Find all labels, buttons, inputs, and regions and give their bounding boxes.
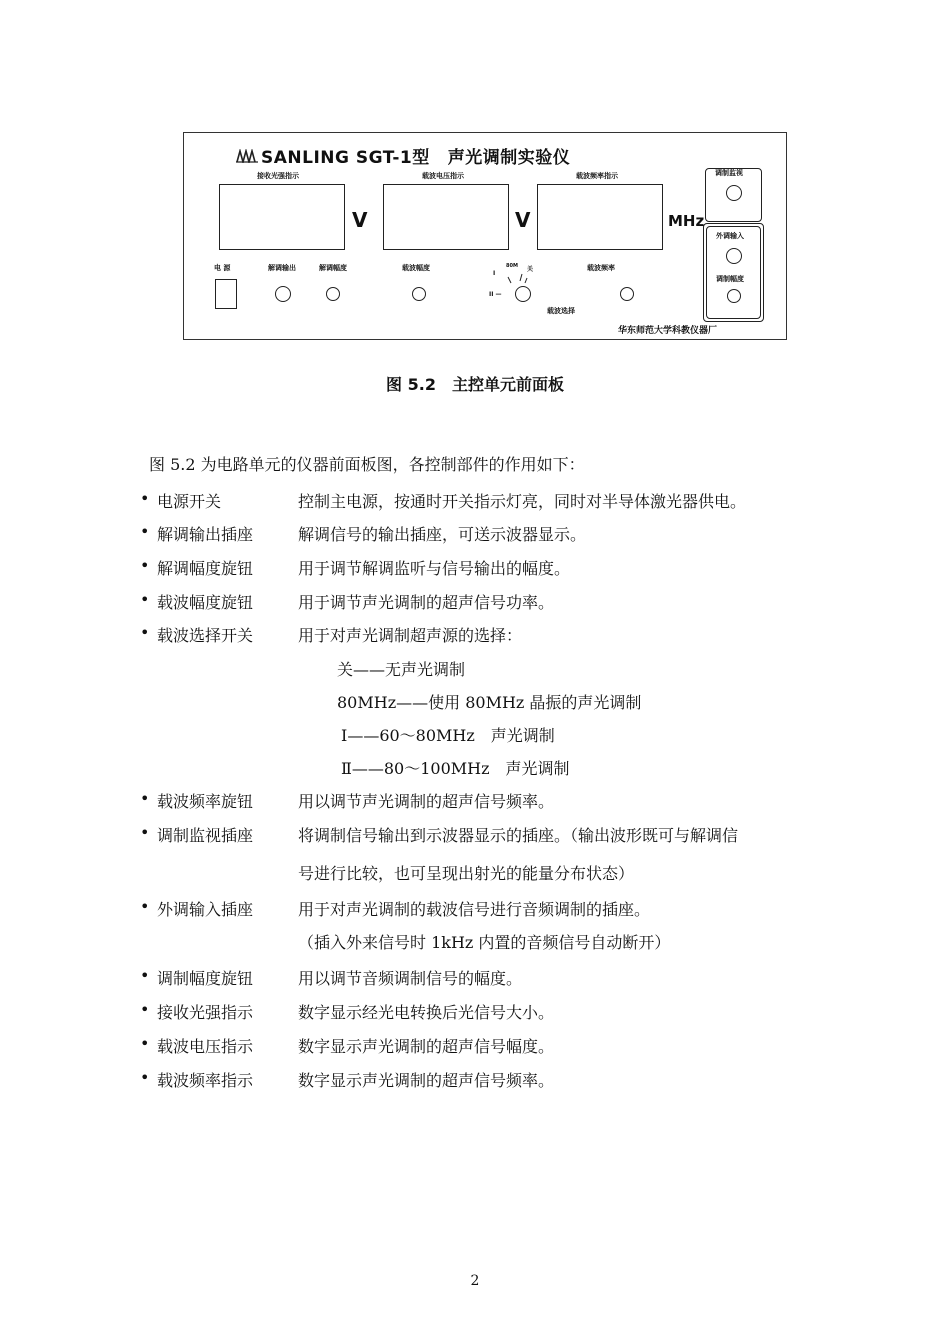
external-input-box [706, 226, 761, 319]
panel-brand: SANLING SGT-1型 声光调制实验仪 [261, 148, 571, 168]
monitor-desc-continued: 号进行比较，也可呈现出射光的能量分布状态） [298, 864, 635, 883]
modulation-amplitude-knob[interactable] [727, 289, 741, 303]
item-desc: 数字显示声光调制的超声信号频率。 [298, 1071, 555, 1090]
display-label-voltage: 载波电压指示 [422, 172, 464, 180]
item-desc: 用以调节声光调制的超声信号频率。 [298, 792, 555, 811]
power-label: 电 源 [214, 264, 231, 272]
bullet: • [140, 590, 150, 609]
carrier-frequency-knob[interactable] [620, 287, 634, 301]
switch-position-ticks-icon [498, 269, 538, 289]
switch-option-i: Ⅰ——60～80MHz 声光调制 [341, 726, 555, 745]
carrier-amp-label: 载波幅度 [402, 264, 430, 272]
demod-amplitude-knob[interactable] [326, 287, 340, 301]
switch-option-ii: Ⅱ——80～100MHz 声光调制 [341, 759, 570, 778]
item-desc: 用于调节声光调制的超声信号功率。 [298, 593, 555, 612]
item-term: 载波电压指示 [157, 1037, 254, 1056]
front-panel-figure [183, 132, 787, 340]
display-label-frequency: 载波频率指示 [576, 172, 618, 180]
bullet: • [140, 897, 150, 916]
demod-output-socket[interactable] [275, 286, 291, 302]
bullet: • [140, 623, 150, 642]
bullet: • [140, 789, 150, 808]
item-desc: 控制主电源，按通时开关指示灯亮，同时对半导体激光器供电。 [298, 492, 747, 511]
bullet: • [140, 823, 150, 842]
item-term: 载波幅度旋钮 [157, 593, 254, 612]
monitor-label: 调制监视 [715, 169, 743, 177]
item-desc: 用于对声光调制的载波信号进行音频调制的插座。 [298, 900, 651, 919]
item-desc: 用于对声光调制超声源的选择： [298, 626, 523, 645]
external-input-socket[interactable] [726, 248, 742, 264]
item-term: 载波频率旋钮 [157, 792, 254, 811]
figure-caption: 图 5.2 主控单元前面板 [386, 375, 564, 394]
carrier-frequency-display [537, 184, 663, 250]
carrier-voltage-display [383, 184, 509, 250]
carrier-select-switch[interactable] [515, 286, 531, 302]
display-label-light: 接收光强指示 [257, 172, 299, 180]
item-term: 外调输入插座 [157, 900, 254, 919]
item-desc: 用于调节解调监听与信号输出的幅度。 [298, 559, 571, 578]
bullet: • [140, 966, 150, 985]
unit-mhz: MHz [668, 212, 705, 230]
item-desc: 数字显示声光调制的超声信号幅度。 [298, 1037, 555, 1056]
unit-volts-1: V [352, 208, 368, 232]
item-desc: 解调信号的输出插座，可送示波器显示。 [298, 525, 587, 544]
switch-option-80mhz: 80MHz——使用 80MHz 晶振的声光调制 [337, 693, 642, 712]
ext-input-label: 外调输入 [716, 232, 744, 240]
item-term: 载波选择开关 [157, 626, 254, 645]
item-term: 调制监视插座 [157, 826, 254, 845]
carrier-select-label: 载波选择 [547, 307, 575, 315]
switch-mark-80m: 80M [506, 263, 518, 269]
unit-volts-2: V [515, 208, 531, 232]
item-desc: 将调制信号输出到示波器显示的插座。（输出波形既可与解调信 [298, 826, 739, 845]
item-desc: 数字显示经光电转换后光信号大小。 [298, 1003, 555, 1022]
external-input-group [703, 223, 764, 322]
demod-amp-label: 解调幅度 [319, 264, 347, 272]
item-term: 解调幅度旋钮 [157, 559, 254, 578]
item-term: 电源开关 [157, 492, 222, 511]
bullet: • [140, 489, 150, 508]
monitor-box [705, 168, 762, 222]
bullet: • [140, 522, 150, 541]
carrier-freq-label: 载波频率 [587, 264, 615, 272]
switch-mark-ii: II — [489, 291, 502, 298]
item-desc: 用以调节音频调制信号的幅度。 [298, 969, 523, 988]
bullet: • [140, 1068, 150, 1087]
bullet: • [140, 556, 150, 575]
switch-mark-i: I [493, 270, 496, 277]
light-intensity-display [219, 184, 345, 250]
manufacturer-name: 华东师范大学科教仪器厂 [618, 326, 718, 336]
intro-paragraph: 图 5.2 为电路单元的仪器前面板图，各控制部件的作用如下： [149, 455, 585, 474]
switch-option-off: 关——无声光调制 [337, 660, 466, 679]
power-switch[interactable] [215, 279, 237, 309]
carrier-amplitude-knob[interactable] [412, 287, 426, 301]
item-term: 解调输出插座 [157, 525, 254, 544]
bullet: • [140, 1000, 150, 1019]
modulation-monitor-socket[interactable] [726, 185, 742, 201]
item-term: 载波频率指示 [157, 1071, 254, 1090]
item-term: 调制幅度旋钮 [157, 969, 254, 988]
sanling-logo-icon [236, 149, 258, 163]
item-term: 接收光强指示 [157, 1003, 254, 1022]
page-number: 2 [470, 1273, 480, 1289]
bullet: • [140, 1034, 150, 1053]
switch-mark-off: 关 [527, 266, 534, 273]
demod-out-label: 解调输出 [268, 264, 296, 272]
mod-amp-label: 调制幅度 [716, 275, 744, 283]
external-input-note: （插入外来信号时 1kHz 内置的音频信号自动断开） [298, 933, 671, 952]
